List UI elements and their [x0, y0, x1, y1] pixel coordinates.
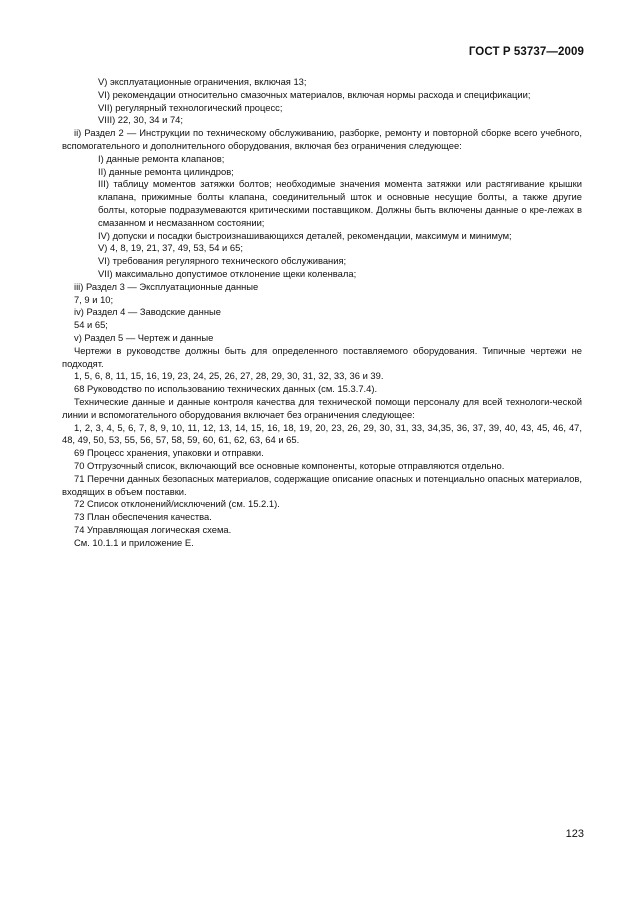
- section-heading: v) Раздел 5 — Чертеж и данные: [74, 331, 214, 343]
- list-item: IV) допуски и посадки быстроизнашивающихся деталей, рекомендации, максимум и минимум;: [98, 229, 512, 241]
- document-header: ГОСТ Р 53737—2009: [468, 46, 584, 58]
- list-item: 73 План обеспечения качества.: [74, 511, 212, 523]
- list-item: III) таблицу моментов затяжки болтов; необходимые значения момента затяжки или растягивание крышки клапана, прижимные болты клапана, соединительный шток и основные несущие болты, а также другие болты, которые подразумеваются критическими поставщиком. Должны быть включены данные о кре-лежах в смазанном и несмазанном состоянии;: [98, 178, 582, 228]
- list-item: 7, 9 и 10;: [74, 293, 114, 305]
- list-item: V) 4, 8, 19, 21, 37, 49, 53, 54 и 65;: [98, 242, 243, 254]
- list-item: 72 Список отклонений/исключений (см. 15.2.1).: [74, 498, 280, 510]
- list-item: II) данные ремонта цилиндров;: [98, 165, 234, 177]
- list-item: 68 Руководство по использованию технических данных (см. 15.3.7.4).: [74, 383, 378, 395]
- section-heading: iii) Раздел 3 — Эксплуатационные данные: [74, 280, 259, 292]
- paragraph: Чертежи в руководстве должны быть для определенного поставляемого оборудования. Типичные чертежи не подходят.: [62, 344, 582, 369]
- list-item: 1, 5, 6, 8, 11, 15, 16, 19, 23, 24, 25, 26, 27, 28, 29, 30, 31, 32, 33, 36 и 39.: [74, 370, 384, 382]
- list-item: VI) рекомендации относительно смазочных материалов, включая нормы расхода и спецификации;: [98, 88, 531, 100]
- list-item: V) эксплуатационные ограничения, включая 13;: [98, 76, 307, 87]
- section-paragraph: ii) Раздел 2 — Инструкции по техническому обслуживанию, разборке, ремонту и повторной сборке всего учебного, вспомогательного и дополнительного оборудования, включая без ограничения следующее:: [62, 127, 582, 151]
- list-item: 54 и 65;: [74, 319, 108, 331]
- section-heading: iv) Раздел 4 — Заводские данные: [74, 306, 221, 318]
- list-item: См. 10.1.1 и приложение Е.: [74, 536, 194, 548]
- list-item: 70 Отгрузочный список, включающий все основные компоненты, которые отправляются отдельно.: [74, 459, 505, 471]
- paragraph: Технические данные и данные контроля качества для технической помощи персоналу для всей технологи-ческой линии и вспомогательного оборудования включает без ограничения следующее:: [62, 395, 582, 420]
- list-item: VII) максимально допустимое отклонение щеки коленвала;: [98, 267, 357, 279]
- list-item: 69 Процесс хранения, упаковки и отправки.: [74, 447, 264, 459]
- paragraph: 71 Перечни данных безопасных материалов, содержащие описание опасных и потенциально опасных материалов, входящих в объем поставки.: [62, 472, 582, 497]
- page-number: 123: [565, 828, 584, 840]
- list-item: VI) требования регулярного технического обслуживания;: [98, 255, 347, 267]
- list-item: VII) регулярный технологический процесс;: [98, 101, 283, 113]
- list-item: 74 Управляющая логическая схема.: [74, 523, 232, 535]
- paragraph: 1, 2, 3, 4, 5, 6, 7, 8, 9, 10, 11, 12, 13, 14, 15, 16, 18, 19, 20, 23, 26, 29, 30, 31, 33, 34,35, 36, 37, 39, 40, 43, 45, 46, 47, 48, 49, 50, 53, 55, 56, 57, 58, 59, 60, 61, 62, 63, 64 и 65.: [62, 421, 582, 446]
- list-item: I) данные ремонта клапанов;: [98, 152, 225, 164]
- document-body: [62, 76, 582, 549]
- list-item: VIII) 22, 30, 34 и 74;: [98, 114, 183, 126]
